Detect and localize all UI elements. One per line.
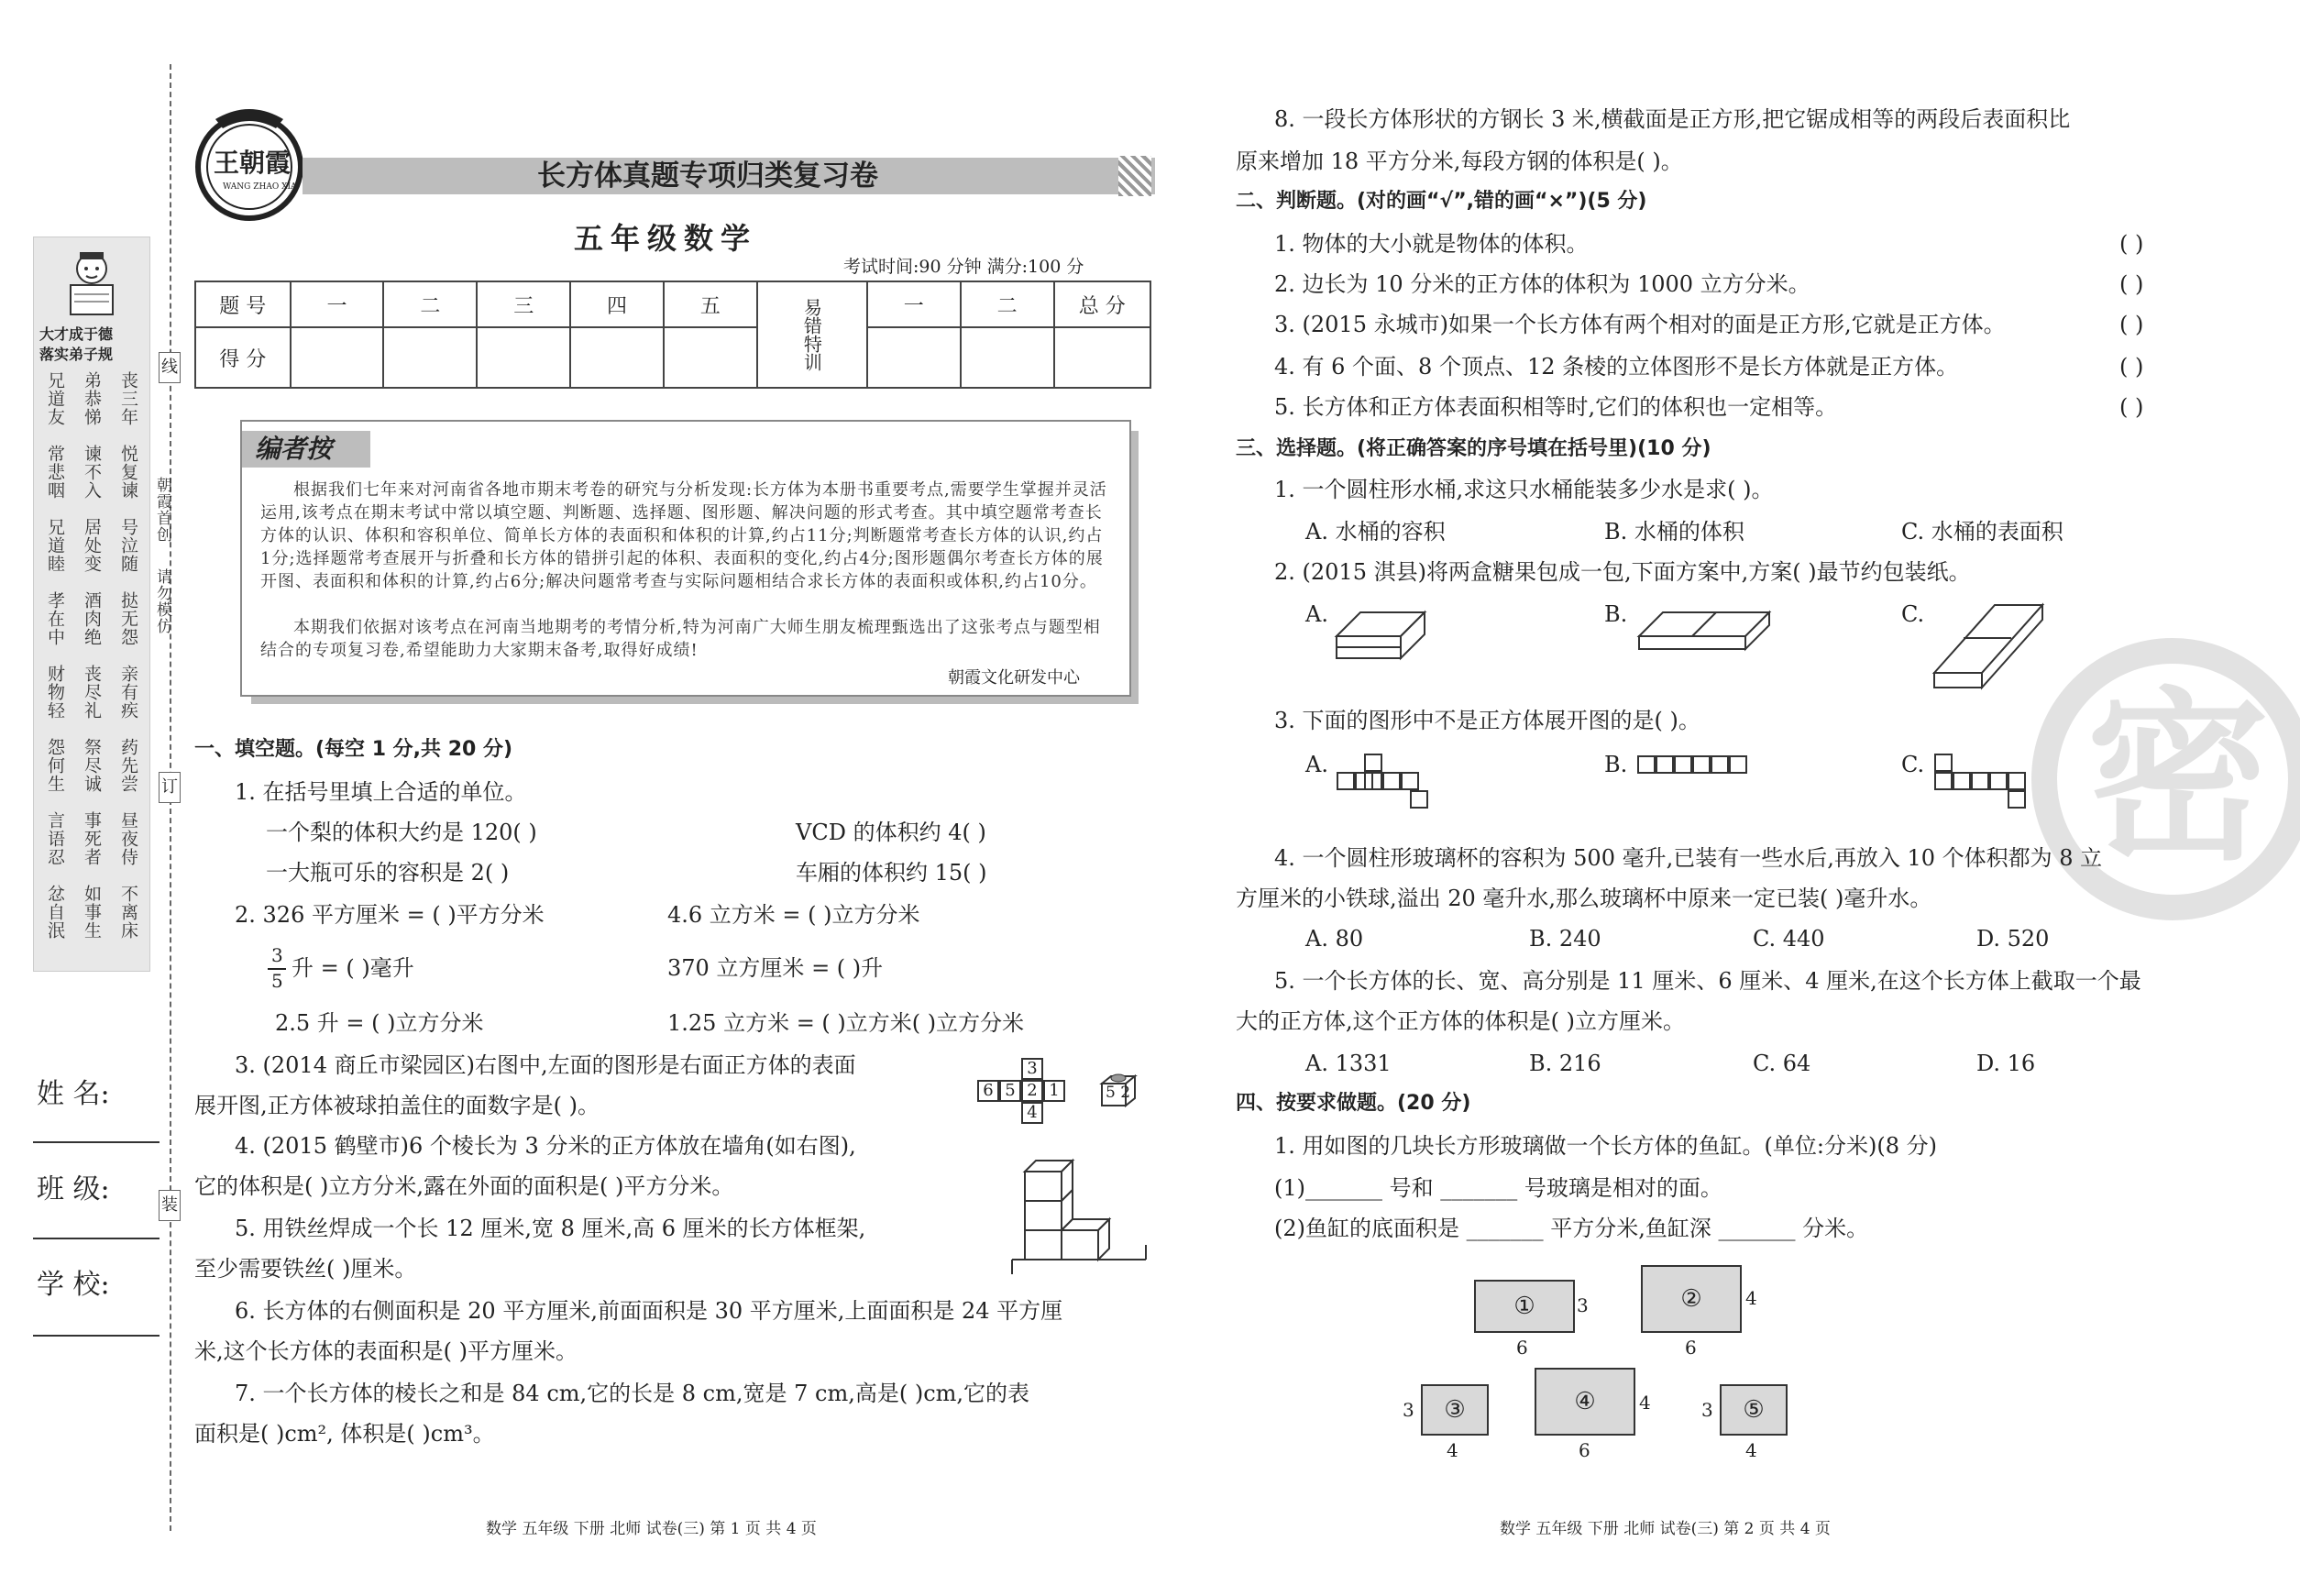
score-cell: 总 分: [1054, 281, 1150, 327]
logo-text: 王朝霞: [214, 148, 292, 178]
net-figure-a: [1337, 754, 1447, 827]
poem-col: 忿自泯: [45, 885, 65, 940]
section-heading: 二、判断题。(对的画“√”,错的画“×”)(5 分): [1236, 190, 1647, 213]
question-text: 升 = ( )毫升: [292, 955, 414, 981]
question-text: 7. 一个长方体的棱长之和是 84 cm,它的长是 8 cm,宽是 7 cm,高是( )cm,它的表: [235, 1381, 1030, 1406]
judge-item: 1. 物体的大小就是物体的体积。: [1274, 231, 1589, 257]
option: C. 440: [1753, 926, 1825, 952]
glass-panel-2: ②: [1641, 1265, 1742, 1333]
score-input[interactable]: [1054, 327, 1150, 388]
dim-label: 6: [1516, 1337, 1528, 1359]
option: A. 80: [1305, 926, 1364, 952]
glass-panel-3: ③: [1421, 1384, 1489, 1436]
option: A. 1331: [1305, 1051, 1392, 1076]
cube-with-paddle-icon: [1098, 1073, 1142, 1109]
dim-label: 4: [1745, 1439, 1757, 1461]
question-text: 1. 用如图的几块长方形玻璃做一个长方体的鱼缸。(单位:分米)(8 分): [1274, 1133, 1937, 1159]
poem-col: 财物轻: [45, 665, 65, 720]
class-label: 班 级:: [37, 1173, 110, 1205]
net-cell: 1: [1043, 1080, 1065, 1102]
question-text: 370 立方厘米 = ( )升: [667, 955, 884, 981]
cube-digits: 5 2: [1106, 1084, 1131, 1102]
option: A.: [1305, 752, 1328, 777]
secret-stamp: [2026, 633, 2300, 926]
option: C.: [1901, 752, 1925, 777]
poem-col: 事死者: [82, 811, 102, 866]
school-label: 学 校:: [37, 1269, 110, 1301]
poem-col: 号泣随: [118, 518, 138, 573]
question-text: 方厘米的小铁球,溢出 20 毫升水,那么玻璃杯中原来一定已装( )毫升水。: [1236, 886, 1932, 911]
question-text: 车厢的体积约 15( ): [796, 860, 987, 886]
question-text: VCD 的体积约 4( ): [796, 820, 986, 845]
judge-item: 5. 长方体和正方体表面积相等时,它们的体积也一定相等。: [1274, 394, 1838, 420]
judge-item: 4. 有 6 个面、8 个顶点、12 条棱的立体图形不是长方体就是正方体。: [1274, 354, 1959, 380]
dim-label: 4: [1745, 1287, 1757, 1309]
title-pattern: [1118, 156, 1151, 196]
page-footer: 数学 五年级 下册 北师 试卷(三) 第 1 页 共 4 页: [486, 1520, 817, 1538]
section-heading: 四、按要求做题。(20 分): [1236, 1092, 1471, 1115]
name-field[interactable]: [33, 1141, 160, 1143]
fraction-numerator: 3: [271, 944, 283, 966]
box-end-figure: [1931, 592, 2046, 693]
box-stack-figure: [1333, 601, 1428, 666]
note-paragraph: 本期我们依据对该考点在河南当地期考的考情分析,特为河南广大师生朋友梳理甄选出了这张考点与题型相结合的专项复习卷,希望能助力大家期末备考,取得好成绩!: [260, 618, 1101, 660]
question-text: 原来增加 18 平方分米,每段方钢的体积是( )。: [1236, 149, 1683, 174]
score-cell: 四: [570, 281, 664, 327]
option: A.: [1305, 601, 1328, 627]
score-input[interactable]: [291, 327, 384, 388]
poem-col: 丧三年: [118, 371, 138, 426]
motto-1: 大才成于德: [39, 325, 114, 343]
stamp-text: 密: [2086, 672, 2271, 886]
poem-col: 不离床: [118, 885, 138, 940]
poem-col: 居处变: [82, 518, 102, 573]
student-cartoon-icon: [61, 248, 122, 322]
dim-label: 3: [1701, 1399, 1713, 1421]
glass-panel-1: ①: [1474, 1280, 1575, 1333]
net-cell: 4: [1021, 1102, 1043, 1124]
score-cell: 二: [961, 281, 1054, 327]
question-text: 一个梨的体积大约是 120( ): [266, 820, 537, 845]
option: B.: [1604, 601, 1628, 627]
poem-col: 祭尽诚: [82, 738, 102, 793]
dim-label: 3: [1577, 1294, 1589, 1316]
score-table: [194, 281, 1151, 389]
score-cell: 题 号: [195, 281, 291, 327]
poem-col: 亲有疾: [118, 665, 138, 720]
question-text: 6. 长方体的右侧面积是 20 平方厘米,前面面积是 30 平方厘米,上面面积是 24 平方厘: [235, 1298, 1063, 1324]
score-input[interactable]: [383, 327, 477, 388]
exam-meta: 考试时间:90 分钟 满分:100 分: [843, 257, 1084, 277]
poem-col: 孝在中: [45, 591, 65, 646]
question-text: 3. (2014 商丘市梁园区)右图中,左面的图形是右面正方体的表面: [235, 1052, 856, 1078]
score-input[interactable]: [867, 327, 961, 388]
score-input[interactable]: [961, 327, 1054, 388]
poem-col: 言语忍: [45, 811, 65, 866]
score-cell: 五: [664, 281, 757, 327]
poem-col: 酒肉绝: [82, 591, 102, 646]
net-figure-b: [1637, 755, 1766, 792]
option: C.: [1901, 601, 1925, 627]
dim-label: 4: [1447, 1439, 1458, 1461]
net-cell: 5: [999, 1080, 1021, 1102]
note-signature: 朝霞文化研发中心: [948, 668, 1080, 688]
poem-col: 挞无怨: [118, 591, 138, 646]
logo-subtext: WANG ZHAO XIA: [223, 182, 297, 192]
question-text: (1)_______ 号和 _______ 号玻璃是相对的面。: [1274, 1175, 1722, 1201]
motto-2: 落实弟子规: [39, 346, 114, 363]
page-title: 长方体真题专项归类复习卷: [537, 160, 878, 193]
option: D. 16: [1976, 1051, 2036, 1076]
note-heading: 编者按: [255, 434, 333, 464]
question-text: (2)鱼缸的底面积是 _______ 平方分米,鱼缸深 _______ 分米。: [1274, 1216, 1869, 1241]
score-cell: 易错特训: [757, 281, 867, 388]
score-input[interactable]: [477, 327, 570, 388]
answer-blank[interactable]: ( ): [2119, 312, 2144, 337]
question-text: 2. 326 平方厘米 = ( )平方分米: [235, 902, 545, 928]
answer-blank[interactable]: ( ): [2119, 271, 2144, 297]
dim-label: 6: [1579, 1439, 1590, 1461]
poem-col: 常悲咽: [45, 445, 65, 500]
question-text: 展开图,正方体被球拍盖住的面数字是( )。: [194, 1093, 600, 1118]
score-cell: 一: [291, 281, 384, 327]
dim-label: 6: [1685, 1337, 1697, 1359]
question-text: 2.5 升 = ( )立方分米: [275, 1010, 484, 1036]
question-text: 1.25 立方米 = ( )立方米( )立方分米: [667, 1010, 1025, 1036]
glass-panel-4: ④: [1535, 1368, 1635, 1436]
question-text: 至少需要铁丝( )厘米。: [194, 1256, 417, 1282]
answer-blank[interactable]: ( ): [2119, 394, 2144, 420]
stacked-cubes-figure: [1008, 1146, 1155, 1283]
option: B. 216: [1529, 1051, 1601, 1076]
question-text: 4.6 立方米 = ( )立方分米: [667, 902, 920, 928]
left-motto-strip: [33, 237, 150, 972]
question-text: 米,这个长方体的表面积是( )平方厘米。: [194, 1338, 578, 1364]
question-text: 5. 一个长方体的长、宽、高分别是 11 厘米、6 厘米、4 厘米,在这个长方体上截取一个最: [1274, 968, 2141, 994]
question-text: 1. 一个圆柱形水桶,求这只水桶能装多少水是求( )。: [1274, 477, 1774, 502]
dim-label: 3: [1403, 1399, 1414, 1421]
side-note: 朝霞首创: [153, 477, 171, 543]
editor-note: [240, 420, 1131, 697]
question-text: 大的正方体,这个正方体的体积是( )立方厘米。: [1236, 1008, 1685, 1034]
name-label: 姓 名:: [37, 1078, 110, 1110]
net-cell: 6: [977, 1080, 999, 1102]
score-cell: 得 分: [195, 327, 291, 388]
box-side-figure: [1635, 601, 1773, 656]
question-text: 面积是( )cm², 体积是( )cm³。: [194, 1421, 495, 1447]
glass-panel-5: ⑤: [1720, 1384, 1788, 1436]
option: B.: [1604, 752, 1628, 777]
section-heading: 三、选择题。(将正确答案的序号填在括号里)(10 分): [1236, 437, 1711, 460]
question-text: 一大瓶可乐的容积是 2( ): [266, 860, 510, 886]
question-text: 2. (2015 淇县)将两盒糖果包成一包,下面方案中,方案( )最节约包装纸。: [1274, 559, 1971, 585]
poem-col: 谏不入: [82, 445, 102, 500]
brand-logo: [188, 101, 312, 225]
poem-col: 昼夜侍: [118, 811, 138, 866]
score-cell: 二: [383, 281, 477, 327]
poem-col: 丧尽礼: [82, 665, 102, 720]
judge-item: 2. 边长为 10 分米的正方体的体积为 1000 立方分米。: [1274, 271, 1810, 297]
poem-col: 兄道睦: [45, 518, 65, 573]
option: A. 水桶的容积: [1305, 519, 1446, 545]
section-heading: 一、填空题。(每空 1 分,共 20 分): [194, 738, 513, 761]
score-cell: 三: [477, 281, 570, 327]
question-text: 它的体积是( )立方分米,露在外面的面积是( )平方分米。: [194, 1173, 734, 1199]
fraction-denominator: 5: [271, 970, 283, 992]
question-text: 4. 一个圆柱形玻璃杯的容积为 500 毫升,已装有一些水后,再放入 10 个体积都为 8 立: [1274, 845, 2103, 871]
poem-col: 怨何生: [45, 738, 65, 793]
question-text: 8. 一段长方体形状的方钢长 3 米,横截面是正方形,把它锯成相等的两段后表面积比: [1274, 106, 2071, 132]
binding-mark: 装: [159, 1190, 181, 1221]
net-cell: 2: [1021, 1080, 1043, 1102]
poem-col: 兄道友: [45, 371, 65, 426]
score-input[interactable]: [664, 327, 757, 388]
binding-mark: 线: [159, 352, 181, 383]
class-field[interactable]: [33, 1238, 160, 1239]
question-text: 1. 在括号里填上合适的单位。: [235, 779, 527, 805]
score-cell: 一: [867, 281, 961, 327]
question-text: 5. 用铁丝焊成一个长 12 厘米,宽 8 厘米,高 6 厘米的长方体框架,: [235, 1216, 866, 1241]
option: B. 水桶的体积: [1604, 519, 1744, 545]
option: C. 水桶的表面积: [1901, 519, 2063, 545]
judge-item: 3. (2015 永城市)如果一个长方体有两个相对的面是正方形,它就是正方体。: [1274, 312, 2006, 337]
option: B. 240: [1529, 926, 1601, 952]
net-cell: 3: [1021, 1058, 1043, 1080]
question-text: 3. 下面的图形中不是正方体展开图的是( )。: [1274, 708, 1700, 733]
binding-mark: 订: [159, 772, 181, 803]
subtitle: 五年级数学: [574, 221, 758, 256]
question-text: 4. (2015 鹤壁市)6 个棱长为 3 分米的正方体放在墙角(如右图),: [235, 1133, 856, 1159]
school-field[interactable]: [33, 1335, 160, 1337]
side-note: 请勿模仿: [153, 568, 171, 634]
poem-col: 悦复谏: [118, 445, 138, 500]
option: C. 64: [1753, 1051, 1811, 1076]
answer-blank[interactable]: ( ): [2119, 354, 2144, 380]
page-footer: 数学 五年级 下册 北师 试卷(三) 第 2 页 共 4 页: [1500, 1520, 1831, 1538]
poem-col: 弟恭悌: [82, 371, 102, 426]
poem-col: 如事生: [82, 885, 102, 940]
poem-col: 药先尝: [118, 738, 138, 793]
net-figure-c: [1934, 754, 2044, 827]
note-paragraph: 根据我们七年来对河南省各地市期末考卷的研究与分析发现:长方体为本册书重要考点,需要学生掌握并灵活运用,该考点在期末考试中常以填空题、判断题、选择题、图形题、解决问题的形式考查。其中填空题常考查长方体的认识、体积和容积单位、简单长方体的表面积和体积的计算,约占11分;判断题常考查长方体的认识,约占1分;选择题常考查展开与折叠和长方体的错拼引起的体积、表面积的变化,约占4分;图形题偶尔考查长方体的展开图、表面积和体积的计算,约占6分;解决问题常考查与实际问题相结合求长方体的表面积或体积,约占10分。: [260, 480, 1107, 591]
option: D. 520: [1976, 926, 2050, 952]
score-input[interactable]: [570, 327, 664, 388]
answer-blank[interactable]: ( ): [2119, 231, 2144, 257]
dim-label: 4: [1639, 1392, 1651, 1414]
